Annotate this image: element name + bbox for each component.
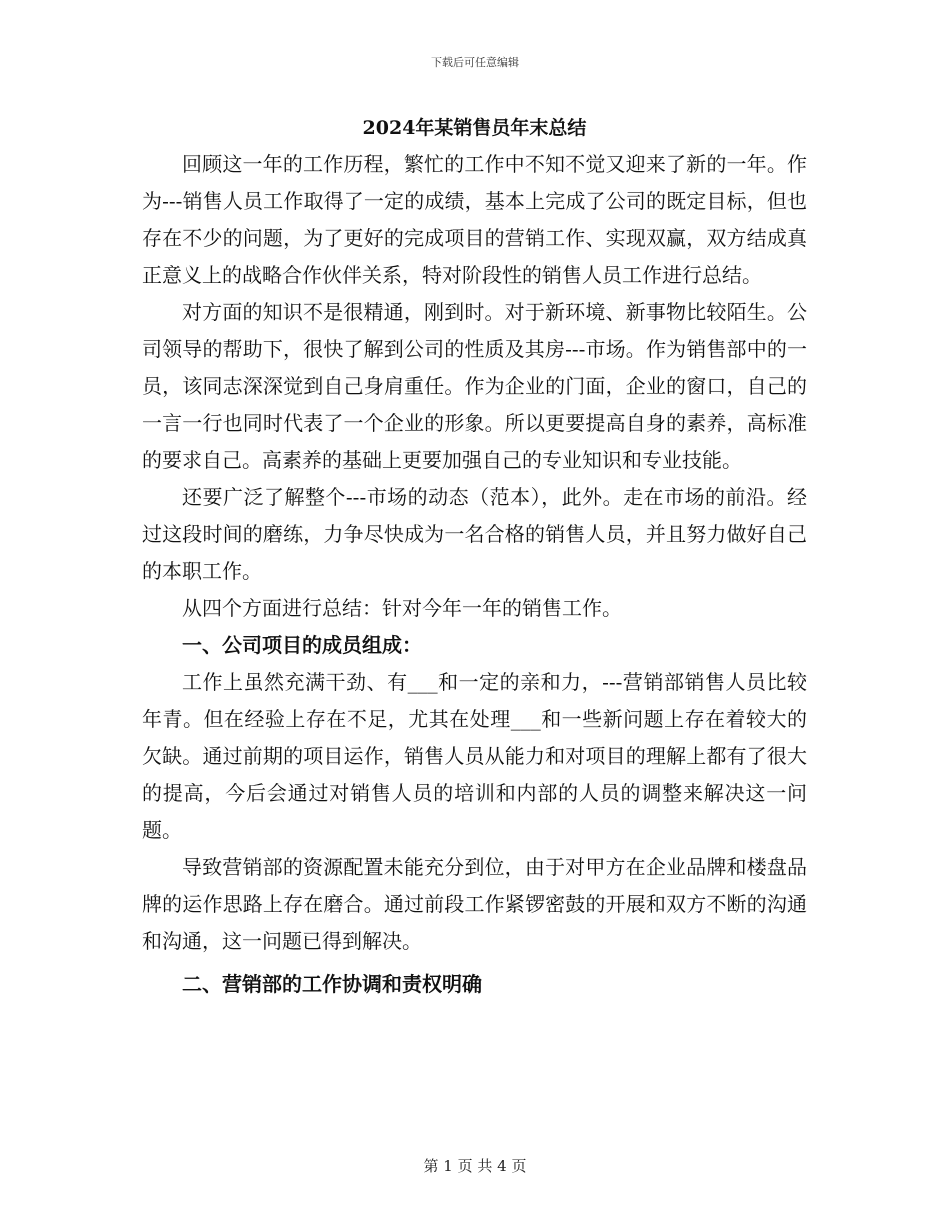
paragraph-intro: 回顾这一年的工作历程，繁忙的工作中不知不觉又迎来了新的一年。作为---销售人员工作取得了一定的成绩，基本上完成了公司的既定目标，但也存在不少的问题，为了更好的完成项目的营销工作、实现双赢，双方结成真正意义上的战略合作伙伴关系，特对阶段性的销售人员工作进行总结。 [142,152,807,287]
paragraph-team: 工作上虽然充满干劲、有___和一定的亲和力，---营销部销售人员比较年青。但在经验上存在不足，尤其在处理___和一些新问题上存在着较大的欠缺。通过前期的项目运作，销售人员从能力和对项目的理解上都有了很大的提高，今后会通过对销售人员的培训和内部的人员的调整来解决这一问题。 [142,670,807,842]
document-title: 2024年某销售员年末总结 [362,117,587,139]
page-footer: 第 1 页 共 4 页 [423,1157,527,1175]
paragraph-summary-lead: 从四个方面进行总结：针对今年一年的销售工作。 [182,596,622,620]
paragraph-market: 还要广泛了解整个---市场的动态（范本），此外。走在市场的前沿。经过这段时间的磨练，力争尽快成为一名合格的销售人员，并且努力做好自己的本职工作。 [142,485,807,583]
section-heading-1: 一、公司项目的成员组成： [182,633,422,657]
section-heading-2: 二、营销部的工作协调和责权明确 [182,972,482,996]
page-header: 下载后可任意编辑 [431,56,519,69]
document-body [142,114,807,1003]
paragraph-resources: 导致营销部的资源配置未能充分到位，由于对甲方在企业品牌和楼盘品牌的运作思路上存在磨合。通过前段工作紧锣密鼓的开展和双方不断的沟通和沟通，这一问题已得到解决。 [142,855,807,953]
paragraph-knowledge: 对方面的知识不是很精通，刚到时。对于新环境、新事物比较陌生。公司领导的帮助下，很快了解到公司的性质及其房---市场。作为销售部中的一员，该同志深深觉到自己身肩重任。作为企业的门面，企业的窗口，自己的一言一行也同时代表了一个企业的形象。所以更要提高自身的素养，高标准的要求自己。高素养的基础上更要加强自己的专业知识和专业技能。 [142,300,807,472]
